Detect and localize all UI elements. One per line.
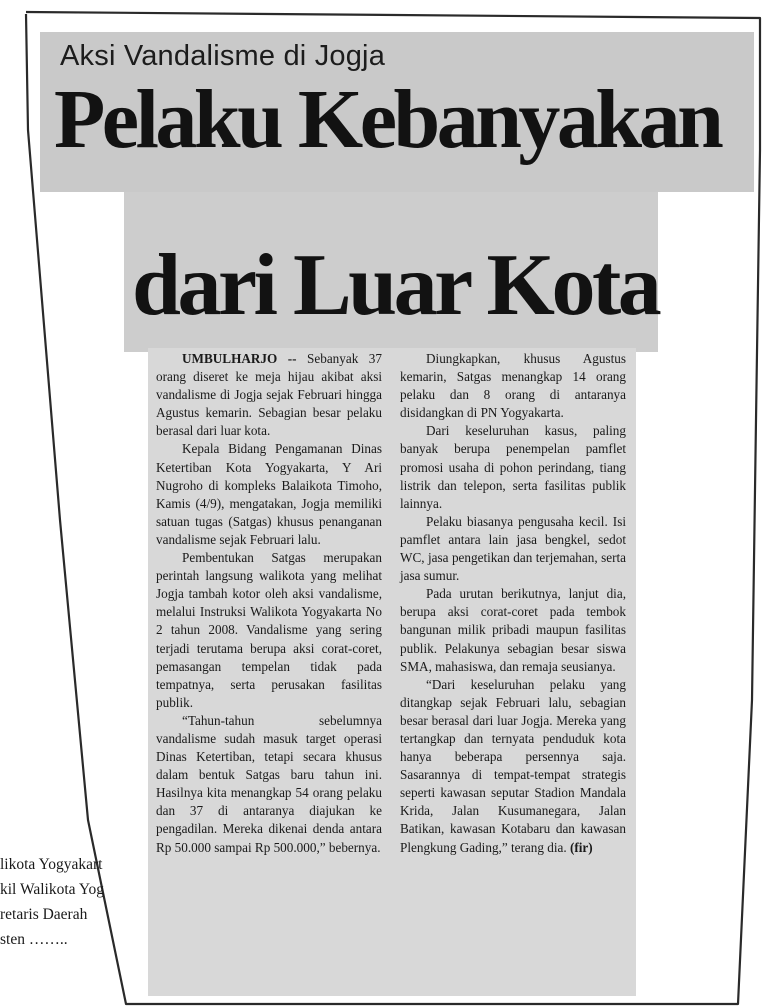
article-headline-line-1: Pelaku Kebanyakan [54,73,721,166]
article-paragraph: “Tahun-tahun sebelumnya vandalisme sudah masuk target operasi Dinas Ketertiban, tetapi secara khusus dalam bentuk Satgas baru tahun ini. Hasilnya kita menangkap 54 orang pelaku dan 37 di antaranya diajukan ke pengadilan. Mereka dikenai denda antara Rp 50.000 sampai Rp 500.000,” bebernya. [156,712,382,855]
article-paragraph: Pembentukan Satgas merupakan perintah langsung walikota yang melihat Jogja tambah kotor oleh aksi vandalisme, melalui Instruksi Walikota Yogyakarta No 2 tahun 2008. Vandalisme yang sering terjadi terutama berupa aksi corat-coret, pemasangan tempelan tidak pada tempatnya, serta perusakan fasilitas publik. [156,550,382,710]
adjacent-clipping-fragment [0,852,150,952]
fragment-line: kil Walikota Yog [0,881,104,898]
article-kicker: Aksi Vandalisme di Jogja [60,40,386,72]
paragraph-text: “Dari keseluruhan pelaku yang ditangkap sejak Februari lalu, sebagian besar berasal dari luar Jogja. Mereka yang tertangkap dan ternyata penduduk kota hanya beberapa persennya saja. Sasarannya di tempat-tempat strategis seperti kawasan seputar Stadion Mandala Krida, Jalan Kusumanegara, Jalan Batikan, kawasan Kotabaru dan kawasan Plengkung Gading,” terang dia. [400,676,626,855]
fragment-line: sten …….. [0,931,68,948]
article-paragraph: Pada urutan berikutnya, lanjut dia, berupa aksi corat-coret pada tembok bangunan milik pribadi maupun fasilitas publik. Pelakunya sebagian besar siswa SMA, mahasiswa, dan remaja seusianya. [400,586,626,674]
article-headline-line-2: dari Luar Kota [132,237,659,334]
article-paragraph [400,676,626,857]
fragment-line: retaris Daerah [0,906,88,923]
article-paragraph [156,350,382,440]
article-paragraph: Diungkapkan, khusus Agustus kemarin, Satgas menangkap 14 orang pelaku dan 8 orang di antaranya disidangkan di PN Yogyakarta. [400,351,626,421]
article-paragraph: Dari keseluruhan kasus, paling banyak berupa penempelan pamflet promosi usaha di pohon perindang, tiang listrik dan telepon, serta fasilitas publik lainnya. [400,423,626,511]
article-paragraph: Kepala Bidang Pengamanan Dinas Ketertiban Kota Yogyakarta, Y Ari Nugroho di kompleks Balaikota Timoho, Kamis (4/9), mengatakan, Jogja memiliki satuan tugas (Satgas) khusus penanganan vandalisme sejak Februari lalu. [156,441,382,547]
dateline: UMBULHARJO -- [182,351,297,366]
fragment-line: likota Yogyakart [0,856,103,873]
author-byline: (fir) [569,839,593,855]
article-column-1 [156,350,382,857]
paragraph-text: Sebanyak 37 orang diseret ke meja hijau akibat aksi vandalisme di Jogja sejak Februari hingga Agustus kemarin. Sebagian besar pelaku berasal dari luar kota. [156,351,382,439]
article-paragraph: Pelaku biasanya pengusaha kecil. Isi pamflet antara lain jasa bengkel, sedot WC, jasa pengetikan dan terjemahan, serta jasa sumur. [400,513,626,584]
article-column-2 [400,350,626,857]
